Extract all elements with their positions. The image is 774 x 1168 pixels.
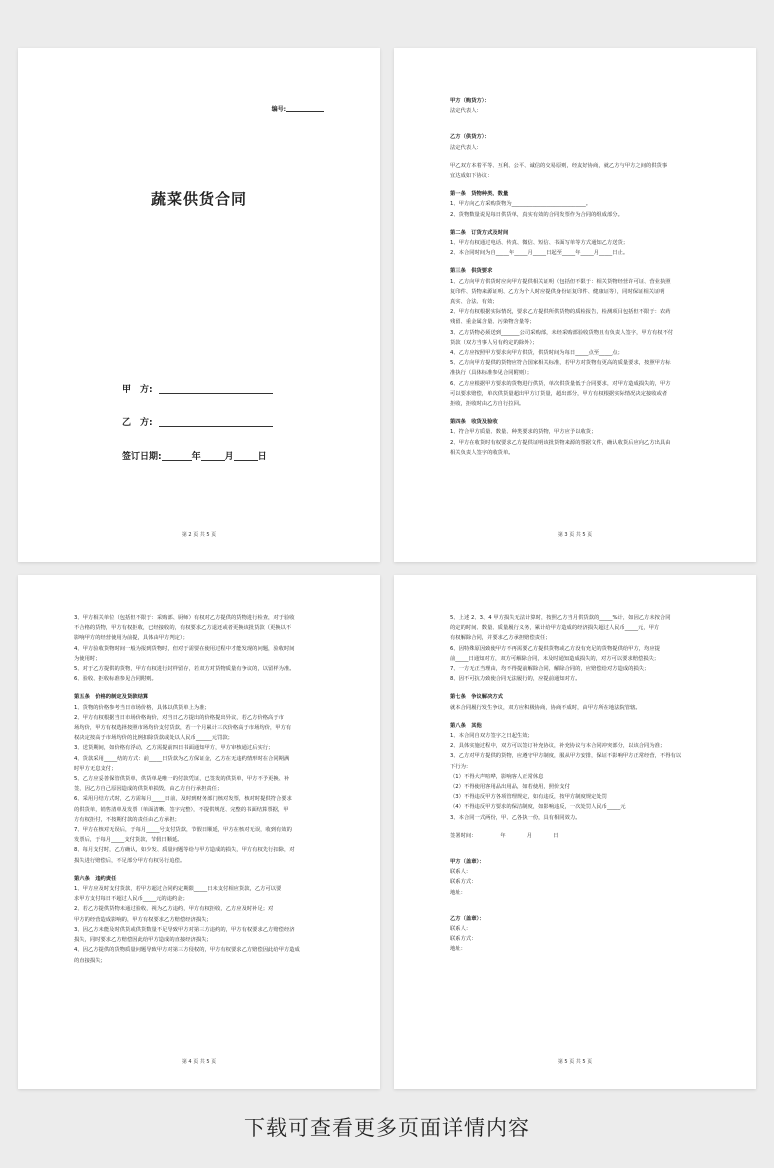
contract-number-label: 编号: bbox=[271, 106, 286, 113]
text-line: 7、一方无正当理由，均不得提前解除合同，解除合同的，应赔偿给对方造成的损失； bbox=[450, 666, 650, 673]
section-heading: 第三条 供货要求 bbox=[450, 268, 493, 275]
download-more-caption: 下载可查看更多页面详情内容 bbox=[244, 1116, 530, 1140]
text-line: 3、乙方货物必须送到_______公司采购部，未经采购部验收货物且有负责人签字，甲方有权不付 bbox=[450, 329, 674, 336]
text-line: 宜达成如下协议： bbox=[450, 173, 493, 180]
document-title: 蔬菜供货合同 bbox=[150, 190, 247, 208]
party-b-line bbox=[122, 415, 273, 428]
text-line: 1、本合同自双方签字之日起生效； bbox=[450, 733, 533, 740]
text-line: 2、本合同时间为自_____年_____月_____日起至_____年_____月_____日止。 bbox=[450, 250, 629, 257]
text-line: 1、甲方有权通过电话、传真、微信、短信、书面写单等方式通知乙方送货； bbox=[450, 240, 629, 247]
text-line: 6、因特殊原因致使甲方不再需要乙方提供货物或乙方没有充足的货物提供给甲方，均应提 bbox=[450, 645, 660, 652]
text-line: （3）不得违反甲方各项管理规定，如有违反，按甲方制度规定处罚 bbox=[450, 794, 607, 801]
section-heading: 第五条 价格的制定及货款结算 bbox=[74, 694, 149, 701]
contract-cover-page bbox=[18, 48, 380, 562]
text-line: 2、甲方有权根据实际情况，要求乙方提供所供货物的质检报告，检测项目包括但不限于：农药 bbox=[450, 309, 671, 316]
text-line: 3、送货期间，如价格有浮动，乙方需提前四日书面通知甲方，甲方审核通过后实行； bbox=[74, 745, 274, 752]
text-line: 联系人： bbox=[450, 926, 472, 933]
text-line: 就本合同履行发生争议，双方应积极协商，协商不成时，由甲方所在地法院管辖。 bbox=[450, 704, 641, 711]
section-heading: 甲方（购货方）： bbox=[450, 98, 490, 104]
text-line: 4、货款采用_____结的方式：前_____日货款为乙方保证金，乙方在无违约情形时在合同期满 bbox=[74, 755, 290, 762]
text-line: 5、乙方向甲方提供的货物应符合国家相关标准，若甲方对货物有更高的质量要求，按照甲方标 bbox=[450, 360, 671, 367]
text-line: 4、乙方应按照甲方要求向甲方供货，供货时间为每日_____点至_____点； bbox=[450, 350, 623, 357]
contract-number bbox=[272, 104, 324, 113]
day-label: 日 bbox=[257, 452, 267, 462]
page-number: 第 2 页 共 5 页 bbox=[181, 532, 217, 538]
text-line: 4、因乙方提供的货物质量问题导致甲方对第三方侵权的，甲方有权要求乙方赔偿因此给甲方造成 bbox=[74, 947, 300, 954]
text-line: 1、乙方向甲方供货时应向甲方提供相关证明（包括但不限于：相关货物经营许可证、营业执照 bbox=[450, 278, 671, 285]
text-line: 相关负责人签字的收货单。 bbox=[450, 449, 514, 456]
text-line: 地址： bbox=[450, 889, 466, 896]
party-b-label: 乙 方: bbox=[122, 418, 153, 428]
text-line: 有权解除合同，并要求乙方承担赔偿责任； bbox=[450, 635, 551, 642]
party-b-blank bbox=[159, 417, 273, 427]
text-line: 影响甲方的经营使用为前提，具体由甲方判定）； bbox=[74, 635, 188, 642]
text-line: 2、甲方在收货时有权要求乙方提供证明该批货物来源的票据文件，确认收货后应向乙方出具由 bbox=[450, 439, 671, 446]
text-line: 签，因乙方自己原因造成的供货单损毁，由乙方自行承担责任； bbox=[74, 786, 223, 793]
section-heading: 第一条 货物种类、数量 bbox=[450, 191, 509, 198]
text-line: 3、甲方相关单位（包括但不限于：采购部、厨师）有权对乙方提供的货物进行检查，对于验收 bbox=[74, 615, 295, 621]
text-line: 下行为： bbox=[450, 763, 472, 770]
text-line: 场均价，甲方有权选择按照市场均价支付货款，若一个月累计三次价格高于市场均价，甲方有 bbox=[74, 725, 292, 732]
section-heading: 甲方（盖章）： bbox=[450, 859, 485, 866]
text-line: 6、采用月结方式时，乙方需每月_____日前，及时到财务部门核对发票，核对时提供符合要求 bbox=[74, 796, 292, 803]
text-line: 法定代表人： bbox=[450, 144, 482, 151]
text-line: 2、甲方有权根据当日市场价格询价，对当日乙方提出的价格提出异议，若乙方价格高于市 bbox=[74, 714, 284, 721]
text-line: （4）不得违反甲方要求的保洁制度，如影响违反，一次处罚人民币_____元 bbox=[450, 804, 626, 811]
sign-date-line bbox=[122, 449, 267, 462]
text-line: （1）不得大声喧哗，影响客人正常休息 bbox=[450, 773, 544, 780]
text-line: 联系方式： bbox=[450, 879, 477, 886]
section-heading: 第二条 订货方式及时间 bbox=[450, 229, 509, 236]
section-heading: 乙方（供货方）： bbox=[450, 134, 490, 141]
text-line: 拒收，拒收时由乙方自行拉回。 bbox=[450, 401, 525, 408]
contract-page-4 bbox=[18, 575, 380, 1089]
year-label: 年 bbox=[191, 452, 201, 462]
text-line: 联系人： bbox=[450, 869, 472, 876]
section-heading: 乙方（盖章）： bbox=[450, 915, 485, 922]
text-line: 3、乙方对甲方提供的货物，应遵守甲方制度，服从甲方安排，保证不影响甲方正常经营，不得有以 bbox=[450, 753, 682, 760]
text-line: 不合格的货物，甲方有权拒收，已经接收的，有权要求乙方退还或者更换该批货款（更换以不 bbox=[74, 625, 292, 632]
page-number: 第 4 页 共 5 页 bbox=[181, 1059, 217, 1065]
section-heading: 第四条 收货及验收 bbox=[450, 419, 498, 426]
page-number: 第 3 页 共 5 页 bbox=[557, 532, 593, 538]
text-line: 1、甲方应及时支付货款，若甲方超过合同约定期限_____日未支付相应货款，乙方可以要 bbox=[74, 886, 282, 893]
party-a-line bbox=[122, 382, 273, 395]
text-line: 真实、合法、有效； bbox=[450, 299, 498, 306]
month-blank bbox=[201, 451, 225, 461]
text-line: 求甲方支付每日不超过人民币_____元的违约金； bbox=[74, 896, 188, 903]
text-line: 签署时间： 年 月 日 bbox=[450, 832, 559, 839]
sign-date-label: 签订日期: bbox=[122, 452, 162, 462]
text-line: 5、乙方应妥善保管供货单，供货单是唯一的付款凭证，已签发的供货单，甲方不予更换、补 bbox=[74, 776, 290, 783]
page-body bbox=[450, 88, 704, 458]
text-line: 1、甲方向乙方采购货物为____________________________。 bbox=[450, 201, 592, 208]
page-body bbox=[450, 613, 704, 955]
text-line: （2）不得使用客用品出用品，如若使用，照价支付 bbox=[450, 784, 570, 791]
text-line: 法定代表人： bbox=[450, 108, 482, 115]
text-line: 8、因不可抗力致使合同无法履行的，应提前通知对方。 bbox=[450, 676, 581, 683]
text-line: 准执行（具体标准参见合同附则）； bbox=[450, 370, 533, 377]
text-line: 可以要求赔偿，单次供货量超出甲方订货量，超出部分，甲方有权根据实际情况决定接收或者 bbox=[450, 390, 668, 397]
text-line: 前_____日通知对方，双方可解除合同，未及时通知造成损失的，对方可以要求赔偿损失； bbox=[450, 655, 660, 662]
text-line: 残留、重金属含量、污染物含量等； bbox=[450, 319, 535, 326]
text-line: 6、乙方应根据甲方要求的货物进行供货，单次供货量低于合同要求，对甲方造成损失的，甲方 bbox=[450, 380, 671, 387]
text-line: 7、甲方在核对无误后，于每月_____号支付货款，节假日顺延，甲方在核对无误，收到有效的 bbox=[74, 827, 292, 834]
section-heading: 第七条 争议解决方式 bbox=[450, 694, 503, 701]
text-line: 5、对于乙方提供的货物，甲方有权进行封样留存，若双方对货物质量有争议的，以留样为准。 bbox=[74, 666, 295, 673]
page-number: 第 5 页 共 5 页 bbox=[557, 1059, 593, 1065]
text-line: 的供货单，销售清单及发票（单面清晰、签字完整），不提供规范、完整的书面结算票据，甲 bbox=[74, 806, 289, 813]
text-line: 权决定按高于市场均价的比例扣除货款或处以人民币______元罚款； bbox=[74, 735, 233, 742]
text-line: 损失进行赔偿后，不足部分甲方有权另行追偿。 bbox=[74, 857, 186, 864]
text-line: 2、具体实施过程中，双方可以签订补充协议，补充协议与本合同冲突部分，以该合同为准； bbox=[450, 743, 666, 750]
spacer bbox=[450, 841, 704, 849]
text-line: 甲乙双方本着平等、互利、公平、诚信的交易原则，经友好协商，就乙方与甲方之间的供货事 bbox=[450, 162, 668, 169]
contract-number-blank bbox=[286, 105, 324, 112]
text-line: 5、上述 2、3、4 甲方损失无法计算时，按照乙方当月供货款的_____%计，如因乙方未按合同 bbox=[450, 615, 671, 621]
month-label: 月 bbox=[224, 452, 234, 462]
section-heading: 第八条 其他 bbox=[450, 722, 482, 729]
contract-page-5 bbox=[394, 575, 756, 1089]
text-line: 时甲方无息支付； bbox=[74, 765, 117, 772]
text-line: 的直接损失； bbox=[74, 957, 106, 964]
text-line: 联系方式： bbox=[450, 936, 477, 943]
text-line: 8、每月支付时，乙方确认，如少发、质量问题等给与甲方造成的损失，甲方有权先行扣除，对 bbox=[74, 847, 295, 854]
text-line: 甲方的经营造成影响的，甲方有权要求乙方赔偿经济损失； bbox=[74, 916, 212, 923]
text-line: 地址： bbox=[450, 946, 466, 953]
text-line: 2、货物数量说见每日供货单，真实有效的合同发票作为合同的组成部分。 bbox=[450, 211, 623, 218]
text-line: 发票后，于每月_____支付货款，节假日顺延。 bbox=[74, 837, 183, 844]
party-a-label: 甲 方: bbox=[122, 385, 153, 395]
spacer bbox=[450, 823, 704, 831]
text-line: 3、因乙方未能及时供货或供货数量不足导致甲方对第三方违约的，甲方有权要求乙方赔偿经济 bbox=[74, 926, 295, 933]
party-a-blank bbox=[159, 384, 273, 394]
text-line: 2、若乙方提供货物未通过验收，视为乙方违约，甲方有权拒收，乙方应及时补足；对 bbox=[74, 906, 274, 913]
text-line: 1、符合甲方质量、数量、种类要求的货物，甲方应予以收货； bbox=[450, 429, 597, 436]
spacer bbox=[450, 898, 704, 906]
contract-page-3 bbox=[394, 48, 756, 562]
year-blank bbox=[162, 451, 192, 461]
text-line: 6、验收、拒收标准参见合同附则。 bbox=[74, 676, 157, 683]
page-body bbox=[74, 613, 328, 966]
text-line: 货款（双方当事人另有约定的除外）； bbox=[450, 339, 538, 346]
text-line: 损失，同时要求乙方赔偿因此给甲方造成的直接经济损失； bbox=[74, 937, 212, 944]
text-line: 的定的时间、数量、质量履行义务，累计给甲方造成的经济损失超过人民币_____元，甲方 bbox=[450, 625, 660, 632]
text-line: 3、本合同一式两份，甲、乙各执一份，具有相同效力。 bbox=[450, 814, 581, 821]
spacer bbox=[450, 153, 704, 161]
day-blank bbox=[234, 451, 258, 461]
text-line: 方有权拒付，不按期付款的责任由乙方承担； bbox=[74, 816, 180, 823]
text-line: 为使用时； bbox=[74, 655, 101, 662]
text-line: 4、甲方验收货物时间一般为报到货物时，但对于需要在使用过程中才能发现的问题，验收时间 bbox=[74, 645, 295, 652]
text-line: 复印件、货物来源证明、乙方为个人时应提供身份证复印件、健康证等），同时保证相关证明 bbox=[450, 288, 665, 295]
text-line: 1、货物的价格参考当日市场价格，具体以供货单上为准； bbox=[74, 704, 210, 711]
spacer bbox=[450, 116, 704, 124]
section-heading: 第六条 违约责任 bbox=[74, 875, 117, 882]
